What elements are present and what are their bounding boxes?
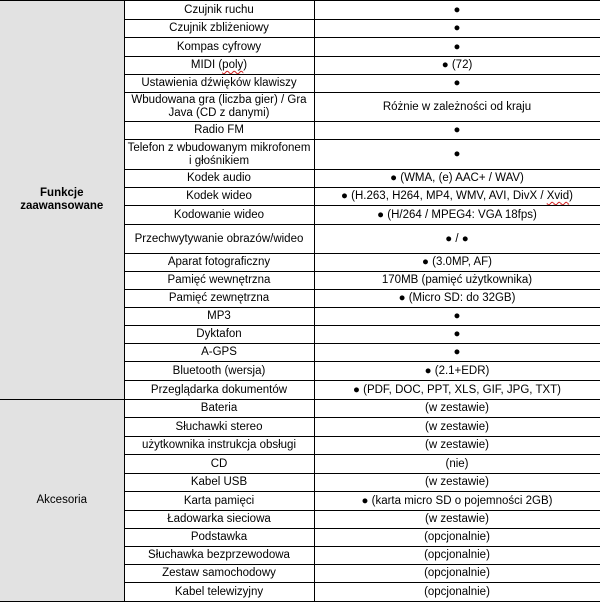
feature-name: Słuchawki stereo bbox=[124, 418, 314, 437]
feature-name: Radio FM bbox=[124, 122, 314, 140]
feature-name: Czujnik ruchu bbox=[124, 1, 314, 20]
feature-value: ● bbox=[314, 75, 600, 93]
feature-name: Telefon z wbudowanym mikrofonem i głośnikiem bbox=[124, 140, 314, 170]
feature-name: Podstawka bbox=[124, 529, 314, 547]
feature-value: ● bbox=[314, 1, 600, 20]
feature-value: (opcjonalnie) bbox=[314, 547, 600, 565]
feature-name: Aparat fotograficzny bbox=[124, 254, 314, 272]
feature-value: (opcjonalnie) bbox=[314, 529, 600, 547]
spec-row bbox=[0, 1, 600, 20]
feature-name: Kodek wideo bbox=[124, 188, 314, 206]
feature-name: A-GPS bbox=[124, 344, 314, 362]
feature-value: ● (2.1+EDR) bbox=[314, 362, 600, 381]
feature-name: Kompas cyfrowy bbox=[124, 38, 314, 57]
section-advanced-features: Funkcje zaawansowane bbox=[0, 1, 124, 400]
feature-value: ● (PDF, DOC, PPT, XLS, GIF, JPG, TXT) bbox=[314, 381, 600, 400]
feature-value: ● (Micro SD: do 32GB) bbox=[314, 290, 600, 308]
feature-value: ● bbox=[314, 344, 600, 362]
feature-value: (w zestawie) bbox=[314, 474, 600, 492]
feature-value: ● bbox=[314, 308, 600, 326]
spec-row bbox=[0, 400, 600, 418]
feature-name: Czujnik zbliżeniowy bbox=[124, 20, 314, 38]
feature-name: Przeglądarka dokumentów bbox=[124, 381, 314, 400]
feature-name: Kodek audio bbox=[124, 170, 314, 188]
feature-value: ● bbox=[314, 140, 600, 170]
feature-name: Ustawienia dźwięków klawiszy bbox=[124, 75, 314, 93]
feature-value: ● (H/264 / MPEG4: VGA 18fps) bbox=[314, 206, 600, 225]
feature-name: Bateria bbox=[124, 400, 314, 418]
feature-name: Karta pamięci bbox=[124, 492, 314, 511]
feature-value: ● (WMA, (e) AAC+ / WAV) bbox=[314, 170, 600, 188]
feature-name: Ładowarka sieciowa bbox=[124, 511, 314, 529]
feature-name: Wbudowana gra (liczba gier) / Gra Java (CD z danymi) bbox=[124, 93, 314, 122]
feature-value: (w zestawie) bbox=[314, 511, 600, 529]
feature-value: ● bbox=[314, 38, 600, 57]
feature-value: (nie) bbox=[314, 455, 600, 474]
feature-name: Dyktafon bbox=[124, 326, 314, 344]
feature-value: 170MB (pamięć użytkownika) bbox=[314, 272, 600, 290]
feature-name: Kodowanie wideo bbox=[124, 206, 314, 225]
feature-name: MIDI (poly) bbox=[124, 57, 314, 75]
feature-name: MP3 bbox=[124, 308, 314, 326]
feature-value: (w zestawie) bbox=[314, 400, 600, 418]
feature-name: CD bbox=[124, 455, 314, 474]
feature-name: Słuchawka bezprzewodowa bbox=[124, 547, 314, 565]
feature-value: Różnie w zależności od kraju bbox=[314, 93, 600, 122]
feature-name: Przechwytywanie obrazów/wideo bbox=[124, 225, 314, 254]
feature-value: ● bbox=[314, 326, 600, 344]
feature-name: Pamięć zewnętrzna bbox=[124, 290, 314, 308]
feature-name: Pamięć wewnętrzna bbox=[124, 272, 314, 290]
feature-name: Kabel telewizyjny bbox=[124, 583, 314, 602]
feature-value: ● (3.0MP, AF) bbox=[314, 254, 600, 272]
feature-name: Kabel USB bbox=[124, 474, 314, 492]
feature-value: ● / ● bbox=[314, 225, 600, 254]
feature-value: ● bbox=[314, 20, 600, 38]
feature-value: (w zestawie) bbox=[314, 437, 600, 455]
feature-value: ● (72) bbox=[314, 57, 600, 75]
feature-value: ● (H.263, H264, MP4, WMV, AVI, DivX / Xvid) bbox=[314, 188, 600, 206]
feature-name: Bluetooth (wersja) bbox=[124, 362, 314, 381]
feature-value: (opcjonalnie) bbox=[314, 565, 600, 583]
feature-value: ● (karta micro SD o pojemności 2GB) bbox=[314, 492, 600, 511]
section-accessories: Akcesoria bbox=[0, 400, 124, 602]
feature-value: (w zestawie) bbox=[314, 418, 600, 437]
feature-name: Zestaw samochodowy bbox=[124, 565, 314, 583]
feature-value: ● bbox=[314, 122, 600, 140]
feature-name: użytkownika instrukcja obsługi bbox=[124, 437, 314, 455]
feature-value: (opcjonalnie) bbox=[314, 583, 600, 602]
